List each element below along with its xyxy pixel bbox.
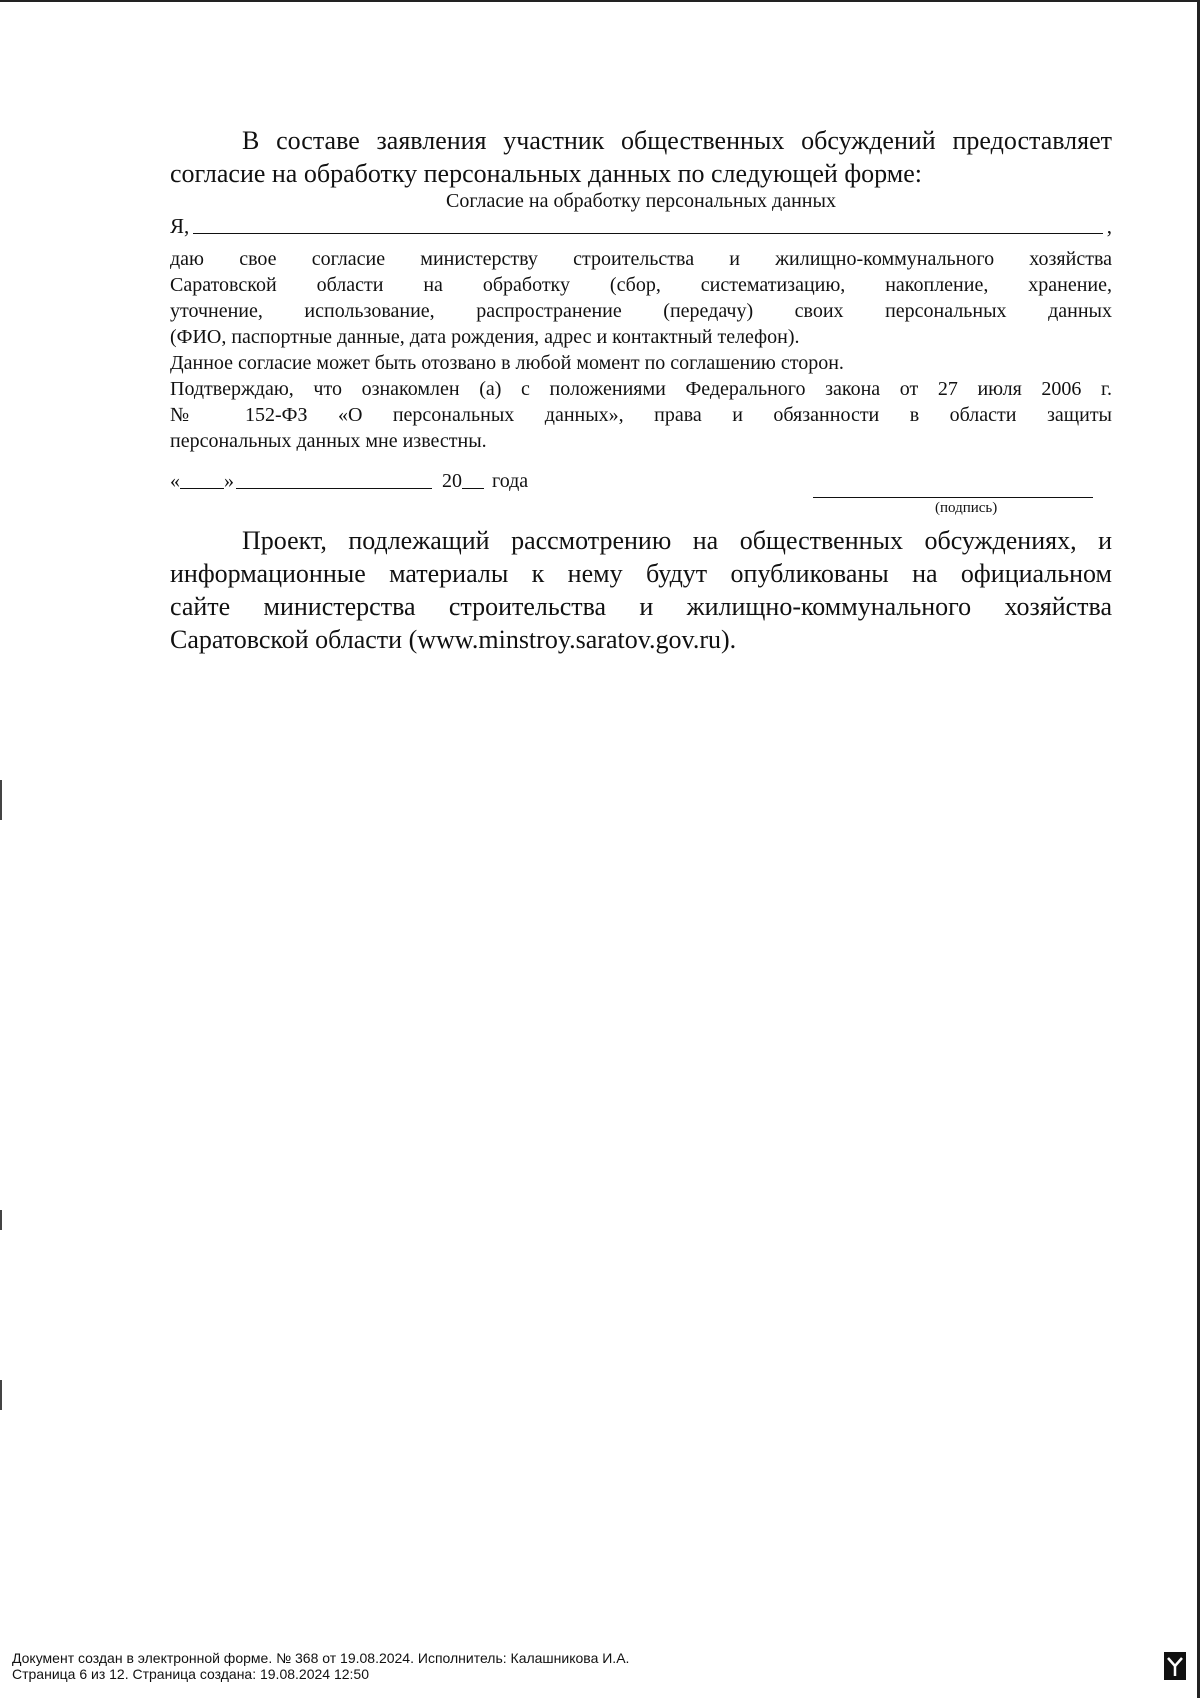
scan-edge-mark xyxy=(0,1210,2,1230)
comma: , xyxy=(1106,214,1112,238)
month-blank xyxy=(236,487,432,489)
document-footer xyxy=(12,1650,629,1682)
confirm-line: № 152-ФЗ «О персональных данных», права и обязанности в области защиты xyxy=(170,404,1112,426)
consent-body xyxy=(170,246,1112,454)
document-system-logo-icon xyxy=(1164,1652,1186,1680)
revocable-line: Данное согласие может быть отозвано в любой момент по соглашению сторон. xyxy=(170,352,844,374)
intro-line-1: В составе заявления участник общественных обсуждений предоставляет xyxy=(242,126,1112,155)
consent-body-line: Саратовской области на обработку (сбор, систематизацию, накопление, хранение, xyxy=(170,274,1112,296)
intro-paragraph xyxy=(170,124,1112,190)
year-suffix: года xyxy=(492,470,529,492)
footer-line-1: Документ создан в электронной форме. № 368 от 19.08.2024. Исполнитель: Калашникова И.А. xyxy=(12,1650,630,1666)
footer-line-2: Страница 6 из 12. Страница создана: 19.08.2024 12:50 xyxy=(12,1666,369,1682)
project-line: сайте министерства строительства и жилищно-коммунального хозяйства xyxy=(170,592,1112,621)
year-blank xyxy=(462,487,484,489)
signature-line xyxy=(813,496,1093,498)
name-fill-line xyxy=(170,214,1112,239)
confirm-line: персональных данных мне известны. xyxy=(170,430,487,452)
scan-edge-top xyxy=(0,0,1200,2)
confirm-line: Подтверждаю, что ознакомлен (а) с положениями Федерального закона от 27 июля 2006 г. xyxy=(170,378,1112,400)
project-paragraph xyxy=(170,524,1112,656)
project-line-1: Проект, подлежащий рассмотрению на общественных обсуждениях, и xyxy=(242,526,1112,555)
date-row xyxy=(170,470,1112,493)
name-blank xyxy=(193,232,1102,234)
date-quote-close: » xyxy=(224,470,234,492)
intro-line-2: согласие на обработку персональных данных по следующей форме: xyxy=(170,159,923,188)
signature-caption: (подпись) xyxy=(935,500,998,516)
day-blank xyxy=(180,487,224,489)
consent-title: Согласие на обработку персональных данных xyxy=(446,190,836,212)
consent-body-line: уточнение, использование, распространение (передачу) своих персональных данных xyxy=(170,300,1112,322)
consent-body-line: даю свое согласие министерству строительства и жилищно-коммунального хозяйства xyxy=(170,248,1112,270)
project-line: информационные материалы к нему будут опубликованы на официальном xyxy=(170,559,1112,588)
scan-edge-mark xyxy=(0,780,2,820)
project-line: Саратовской области (www.minstroy.saratov.gov.ru). xyxy=(170,625,737,654)
scan-edge-mark xyxy=(0,1380,2,1410)
consent-body-line: (ФИО, паспортные данные, дата рождения, адрес и контактный телефон). xyxy=(170,326,800,348)
ya-label: Я, xyxy=(170,214,190,238)
year-prefix: 20 xyxy=(442,470,462,492)
date-quote-open: « xyxy=(170,470,180,492)
